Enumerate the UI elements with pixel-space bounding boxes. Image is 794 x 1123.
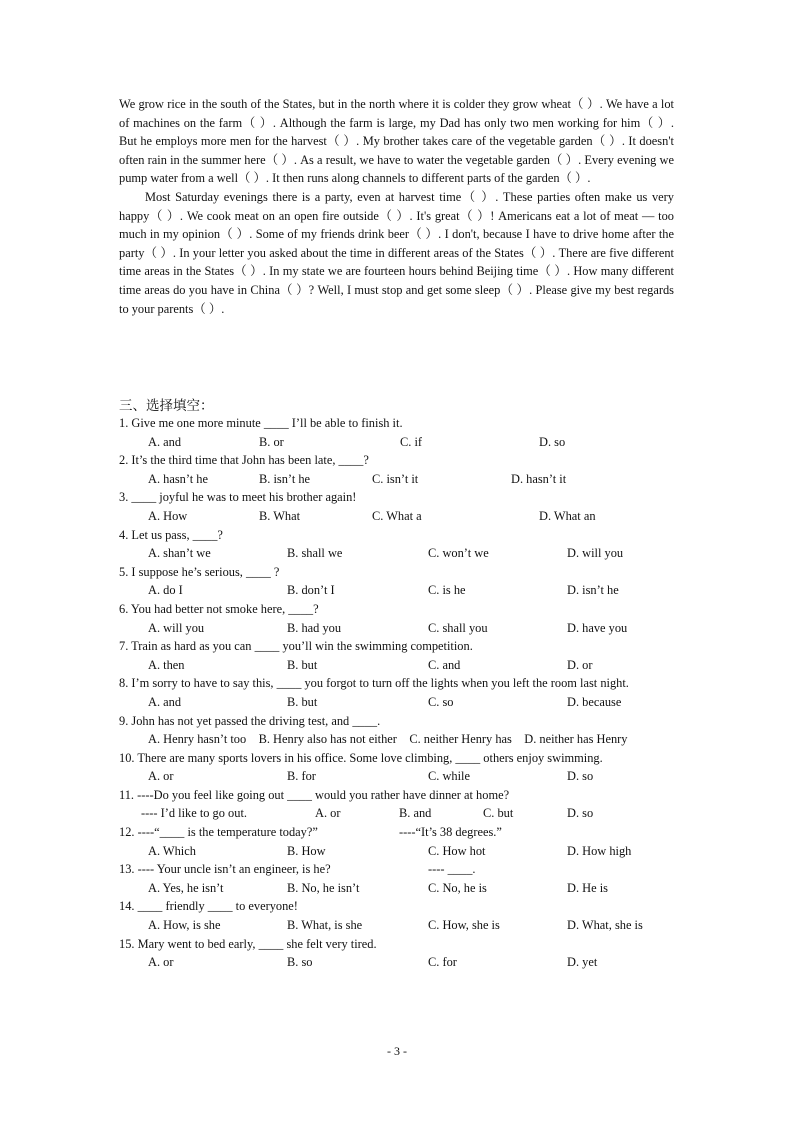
question-11-options [119,804,675,823]
option-c: C. while [428,769,470,784]
question-4-options [119,544,675,563]
option-a: A. or [315,806,341,821]
option-a: A. Henry hasn’t too [148,732,247,747]
question-15-options [119,953,675,972]
option-c: C. but [483,806,514,821]
option-b: B. shall we [287,546,343,561]
option-b: B. Henry also has not either [258,732,397,747]
reading-passage [119,95,674,318]
question-13-options [119,879,675,898]
option-c: C. isn’t it [372,471,419,486]
option-a: A. will you [148,620,205,635]
option-b: B. What [259,508,301,523]
option-a: A. Which [148,843,196,858]
option-d: D. because [567,694,622,709]
option-b: B. so [287,955,313,970]
option-a: A. or [148,769,174,784]
option-c: C. is he [428,583,466,598]
option-a: A. and [148,434,182,449]
question-15-text: 15. Mary went to bed early, ____ she felt very tired. [119,936,377,951]
option-b: B. or [259,434,284,449]
option-c: C. shall you [428,620,488,635]
question-9-options [119,730,675,749]
option-b: B. and [399,806,432,821]
option-d: D. will you [567,546,624,561]
question-4-text: 4. Let us pass, ____? [119,527,223,542]
question-14-options [119,916,675,935]
option-a: A. Yes, he isn’t [148,880,224,895]
question-3-options [119,507,675,526]
question-1-text: 1. Give me one more minute ____ I’ll be able to finish it. [119,416,403,430]
question-13-text: 13. ---- Your uncle isn’t an engineer, is he? [119,862,331,877]
option-b: B. don’t I [287,583,335,598]
option-c: C. for [428,955,457,970]
option-d: D. isn’t he [567,583,619,598]
option-c: C. won’t we [428,546,489,561]
question-13-reply: ---- ____. [428,862,476,877]
option-a: A. or [148,955,174,970]
question-11-reply: ---- I’d like to go out. [141,806,247,821]
question-12-reply: ----“It’s 38 degrees.” [399,825,502,840]
question-10-options [119,767,675,786]
question-2-text: 2. It’s the third time that John has been late, ____? [119,453,369,468]
option-d: D. so [539,434,566,449]
question-8-options [119,693,675,712]
question-6-text: 6. You had better not smoke here, ____? [119,601,319,616]
question-2-options [119,470,675,489]
option-c: C. if [400,434,423,449]
option-b: B. for [287,769,316,784]
question-list [119,414,675,972]
question-5-text: 5. I suppose he’s serious, ____ ? [119,564,280,579]
question-12-text: 12. ----“____ is the temperature today?” [119,825,318,840]
passage-paragraph-2: Most Saturday evenings there is a party, even at harvest time（ ）. These parties often make us very happy（ ）. We cook meat on an open fire outside（ ）. It's great（ ）! Americans eat a lot of meat — too much in my opinion（ ）. Some of my friends drink beer（ ）. I don't, because I have to drive home after the party（ ）. In your letter you asked about the time in different areas of the States（ ）. There are five different time areas in the States（ ）. In my state we are fourteen hours behind Beijing time（ ）. How many different time areas do you have in China（ ）? Well, I must stop and get some sleep（ ）. Please give my best regards to your parents（ ）. [119,189,674,316]
question-8-text: 8. I’m sorry to have to say this, ____ you forgot to turn off the lights when you left the room last night. [119,676,629,691]
option-d: D. so [567,769,594,784]
option-c: C. How, she is [428,918,500,933]
question-6-options [119,619,675,638]
question-7-options [119,656,675,675]
option-d: D. How high [567,843,632,858]
option-a: A. and [148,694,182,709]
option-a: A. then [148,657,185,672]
question-1-options [119,433,675,452]
option-d: D. What an [539,508,596,523]
option-c: C. so [428,694,454,709]
option-c: C. neither Henry has [409,732,512,747]
option-c: C. What a [372,508,422,523]
option-b: B. but [287,694,318,709]
question-3-text: 3. ____ joyful he was to meet his brother again! [119,490,357,505]
question-14-text: 14. ____ friendly ____ to everyone! [119,899,298,914]
option-d: D. yet [567,955,598,970]
option-d: D. He is [567,880,608,895]
question-5-options [119,581,675,600]
question-12-options [119,842,675,861]
option-d: D. hasn’t it [511,471,567,486]
option-b: B. No, he isn’t [287,880,360,895]
option-b: B. What, is she [287,918,363,933]
option-c: C. and [428,657,461,672]
page-number: - 3 - [387,1044,407,1058]
option-d: D. have you [567,620,628,635]
section-title: 三、选择填空： [119,398,214,414]
option-a: A. How [148,508,188,523]
option-d: D. so [567,806,594,821]
option-c: C. How hot [428,843,486,858]
option-a: A. hasn’t he [148,471,208,486]
option-c: C. No, he is [428,880,487,895]
option-a: A. do I [148,583,183,598]
option-d: D. What, she is [567,918,643,933]
passage-paragraph-1: We grow rice in the south of the States, but in the north where it is colder they grow wheat（ ）. We have a lot of machines on the farm（ ）. Although the farm is large, my Dad has only two men working for him（ ）. But he employs more men for the harvest（ ）. My brother takes care of the vegetable garden（ ）. It doesn't often rain in the summer here（ ）. As a result, we have to water the vegetable garden（ ）. Every evening we pump water from a well（ ）. It then runs along channels to different parts of the garden（ ）. [119,97,674,186]
option-d: D. or [567,657,593,672]
option-a: A. shan’t we [148,546,211,561]
option-b: B. How [287,843,326,858]
question-11-text: 11. ----Do you feel like going out ____ would you rather have dinner at home? [119,787,510,802]
question-13-text-row [119,860,675,879]
option-b: B. had you [287,620,342,635]
option-b: B. isn’t he [259,471,311,486]
option-a: A. How, is she [148,918,221,933]
question-12-text-row [119,823,675,842]
option-d: D. neither has Henry [524,732,628,747]
question-7-text: 7. Train as hard as you can ____ you’ll win the swimming competition. [119,639,473,654]
question-9-text: 9. John has not yet passed the driving test, and ____. [119,713,381,728]
question-10-text: 10. There are many sports lovers in his office. Some love climbing, ____ others enjoy swimming. [119,750,603,765]
option-b: B. but [287,657,318,672]
